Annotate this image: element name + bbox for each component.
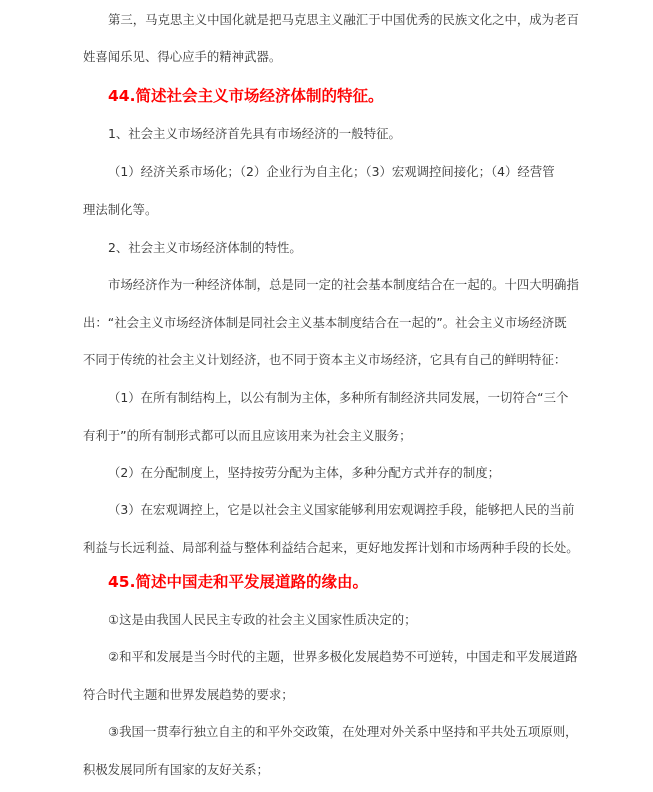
paragraph-line: （2）在分配制度上，坚持按劳分配为主体，多种分配方式并存的制度； xyxy=(108,465,500,480)
paragraph-line: 出：“社会主义市场经济体制是同社会主义基本制度结合在一起的”。社会主义市场经济既 xyxy=(83,315,567,330)
paragraph-line: ③我国一贯奉行独立自主的和平外交政策，在处理对外关系中坚持和平共处五项原则， xyxy=(108,724,578,739)
paragraph-line: 1、社会主义市场经济首先具有市场经济的一般特征。 xyxy=(108,126,401,141)
paragraph-line: 第三，马克思主义中国化就是把马克思主义融汇于中国优秀的民族文化之中，成为老百 xyxy=(108,12,579,27)
paragraph-line: ②和平和发展是当今时代的主题，世界多极化发展趋势不可逆转，中国走和平发展道路 xyxy=(108,649,578,664)
paragraph-line: 市场经济作为一种经济体制，总是同一定的社会基本制度结合在一起的。十四大明确指 xyxy=(108,277,579,292)
paragraph-line: 符合时代主题和世界发展趋势的要求； xyxy=(83,687,294,702)
section-heading-45: 45.简述中国走和平发展道路的缘由。 xyxy=(108,573,368,591)
paragraph-line: 有利于”的所有制形式都可以而且应该用来为社会主义服务； xyxy=(83,428,412,443)
paragraph-line: 不同于传统的社会主义计划经济，也不同于资本主义市场经济，它具有自己的鲜明特征： xyxy=(83,352,567,367)
paragraph-line: （1）经济关系市场化；（2）企业行为自主化；（3）宏观调控间接化；（4）经营管 xyxy=(108,164,555,179)
section-heading-44: 44.简述社会主义市场经济体制的特征。 xyxy=(108,87,384,105)
paragraph-line: 积极发展同所有国家的友好关系； xyxy=(83,762,269,777)
paragraph-line: 姓喜闻乐见、得心应手的精神武器。 xyxy=(83,49,282,64)
paragraph-line: （3）在宏观调控上，它是以社会主义国家能够利用宏观调控手段，能够把人民的当前 xyxy=(108,502,575,517)
paragraph-line: 2、社会主义市场经济体制的特性。 xyxy=(108,240,302,255)
paragraph-line: （1）在所有制结构上，以公有制为主体，多种所有制经济共同发展，一切符合“三个 xyxy=(108,390,569,405)
paragraph-line: 利益与长远利益、局部利益与整体利益结合起来，更好地发挥计划和市场两种手段的长处。 xyxy=(83,540,579,555)
paragraph-line: 理法制化等。 xyxy=(83,202,158,217)
paragraph-line: ①这是由我国人民民主专政的社会主义国家性质决定的； xyxy=(108,612,417,627)
